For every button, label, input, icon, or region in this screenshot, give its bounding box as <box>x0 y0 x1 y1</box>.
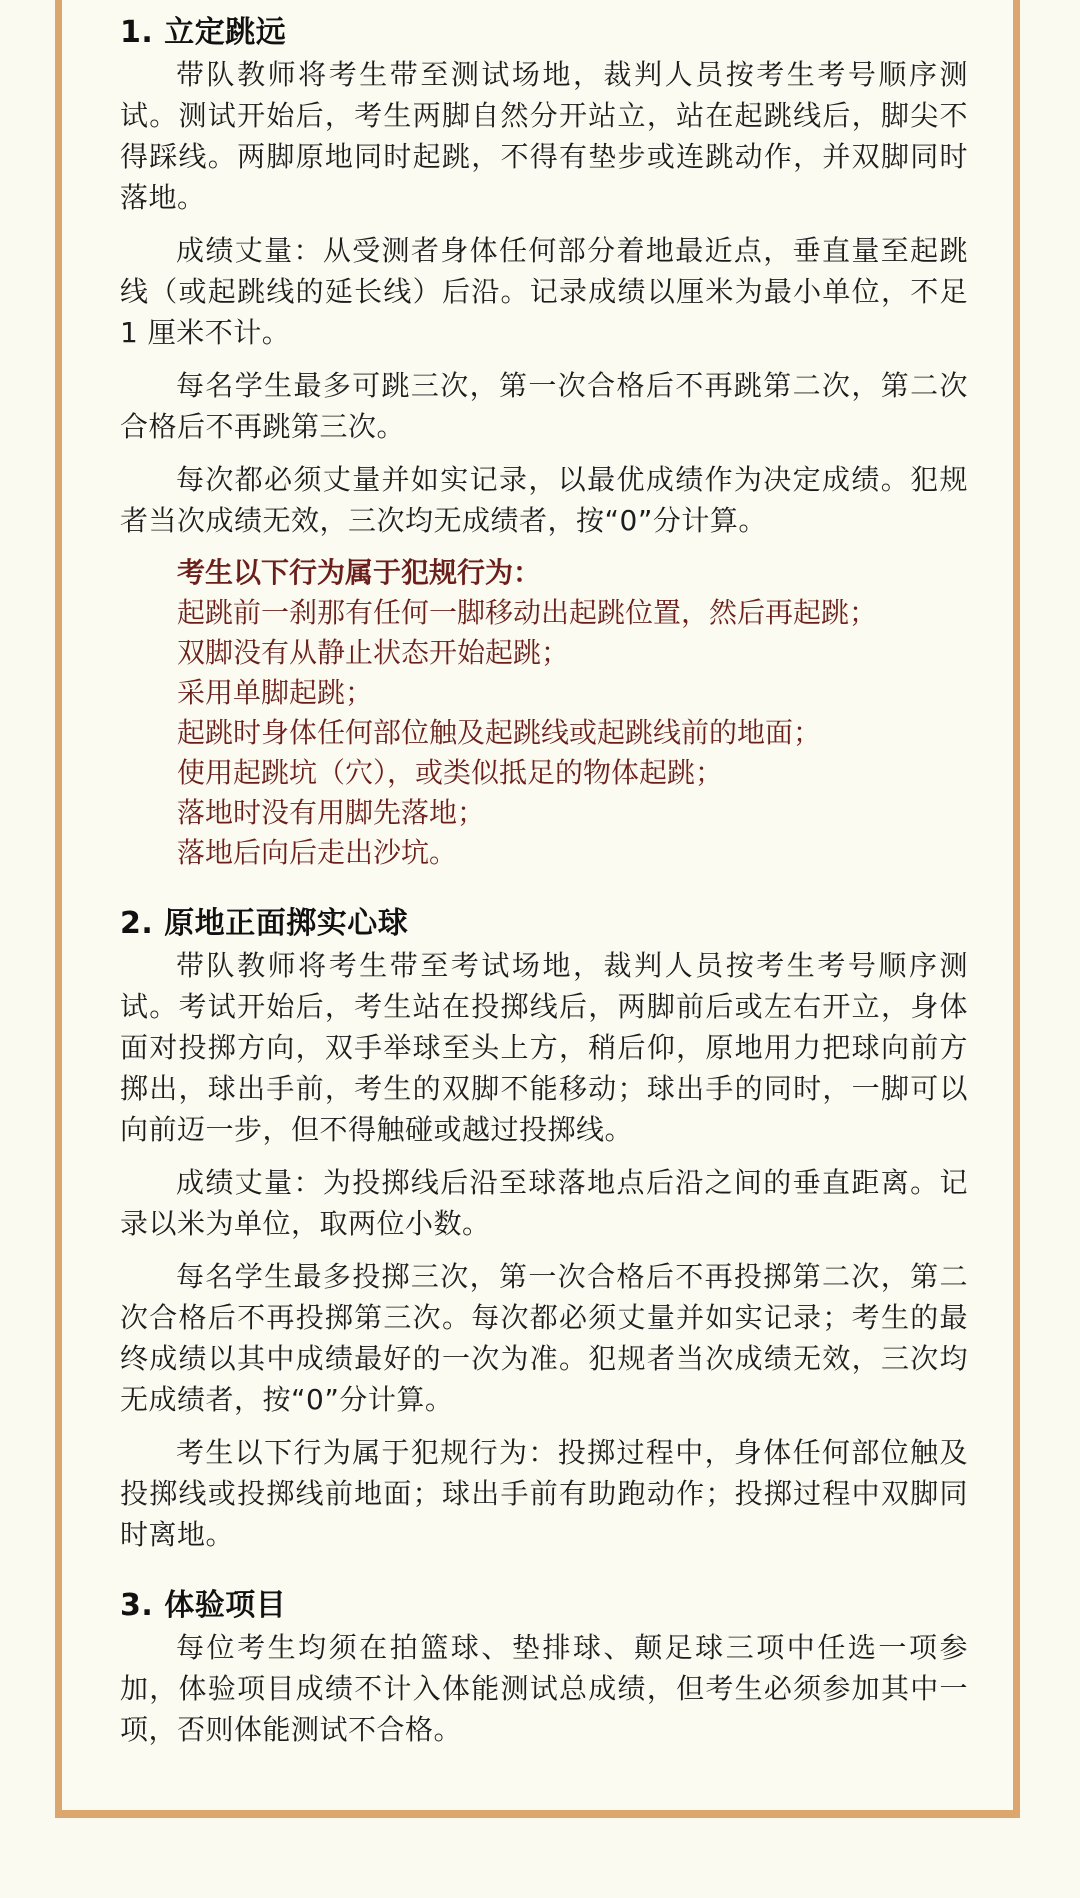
paragraph: 每次都必须丈量并如实记录，以最优成绩作为决定成绩。犯规者当次成绩无效，三次均无成绩者，按“0”分计算。 <box>120 463 968 537</box>
violations-list <box>177 593 968 873</box>
paragraph: 考生以下行为属于犯规行为：投掷过程中，身体任何部位触及投掷线或投掷线前地面；球出手前有助跑动作；投掷过程中双脚同时离地。 <box>120 1436 968 1551</box>
paragraph: 每名学生最多投掷三次，第一次合格后不再投掷第二次，第二次合格后不再投掷第三次。每次都必须丈量并如实记录；考生的最终成绩以其中成绩最好的一次为准。犯规者当次成绩无效，三次均无成绩者，按“0”分计算。 <box>120 1260 968 1416</box>
paragraph: 成绩丈量：从受测者身体任何部分着地最近点，垂直量至起跳线（或起跳线的延长线）后沿。记录成绩以厘米为最小单位，不足 1 厘米不计。 <box>120 234 968 349</box>
violation-item: 双脚没有从静止状态开始起跳； <box>177 636 570 669</box>
section-heading: 2. 原地正面掷实心球 <box>120 906 409 941</box>
paragraph: 带队教师将考生带至考试场地，裁判人员按考生考号顺序测试。考试开始后，考生站在投掷线后，两脚前后或左右开立，身体面对投掷方向，双手举球至头上方，稍后仰，原地用力把球向前方掷出，球出手前，考生的双脚不能移动；球出手的同时，一脚可以向前迈一步，但不得触碰或越过投掷线。 <box>120 949 968 1146</box>
document-content <box>120 12 968 1780</box>
section-heading: 1. 立定跳远 <box>120 15 287 50</box>
section-medicine-ball-throw <box>120 903 968 1555</box>
violations-block <box>120 553 968 873</box>
violation-item: 落地后向后走出沙坑。 <box>177 836 458 869</box>
paragraph: 成绩丈量：为投掷线后沿至球落地点后沿之间的垂直距离。记录以米为单位，取两位小数。 <box>120 1166 968 1240</box>
section-standing-long-jump <box>120 12 968 873</box>
violations-title: 考生以下行为属于犯规行为： <box>177 556 542 589</box>
paragraph: 每名学生最多可跳三次，第一次合格后不再跳第二次，第二次合格后不再跳第三次。 <box>120 369 968 443</box>
paragraph: 带队教师将考生带至测试场地，裁判人员按考生考号顺序测试。测试开始后，考生两脚自然分开站立，站在起跳线后，脚尖不得踩线。两脚原地同时起跳，不得有垫步或连跳动作，并双脚同时落地。 <box>120 58 968 214</box>
paragraph: 每位考生均须在拍篮球、垫排球、颠足球三项中任选一项参加，体验项目成绩不计入体能测试总成绩，但考生必须参加其中一项，否则体能测试不合格。 <box>120 1631 968 1746</box>
violation-item: 落地时没有用脚先落地； <box>177 796 486 829</box>
violation-item: 起跳前一刹那有任何一脚移动出起跳位置，然后再起跳； <box>177 596 878 629</box>
violation-item: 起跳时身体任何部位触及起跳线或起跳线前的地面； <box>177 716 822 749</box>
violation-item: 采用单脚起跳； <box>177 676 374 709</box>
section-experience-items <box>120 1585 968 1750</box>
violation-item: 使用起跳坑（穴），或类似抵足的物体起跳； <box>177 756 724 789</box>
section-heading: 3. 体验项目 <box>120 1588 287 1623</box>
